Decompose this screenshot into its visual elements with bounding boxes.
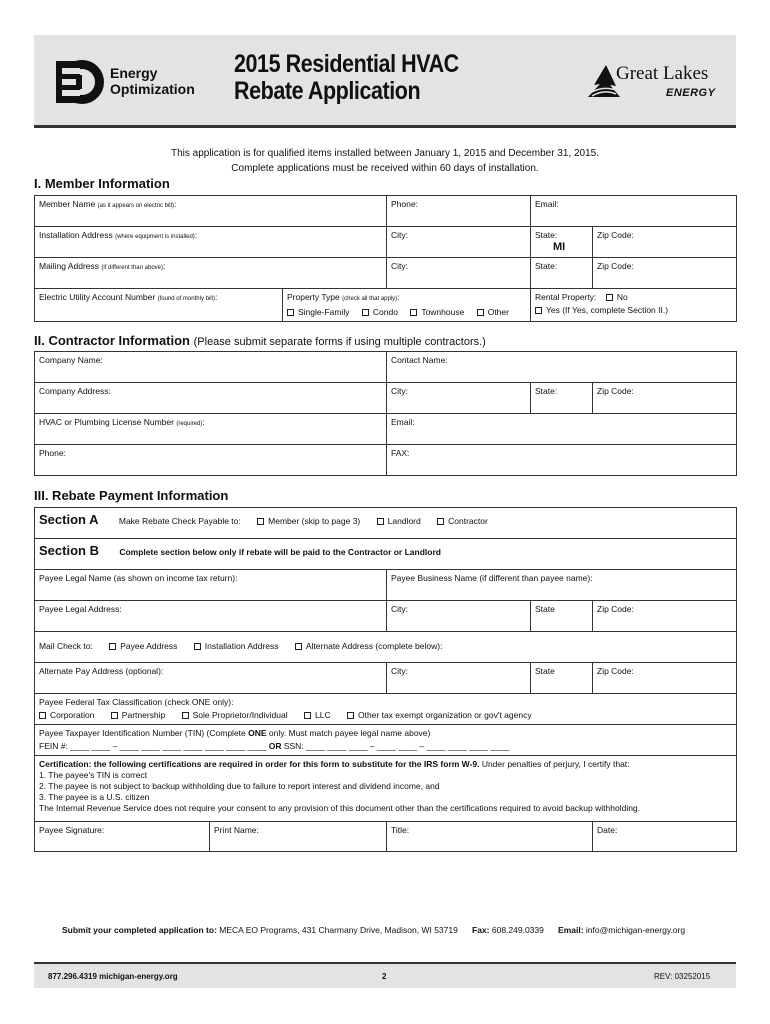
great-lakes-name: Great Lakes [616,63,709,84]
other-property-label: Other [487,307,509,317]
contractor-phone-label: Phone: [39,448,66,458]
certification-block [35,756,737,822]
payee-state-field[interactable] [531,601,593,632]
great-lakes-energy: ENERGY [666,87,716,99]
footer-page-number: 2 [382,972,387,981]
alt-state-field[interactable] [531,663,593,694]
partnership-checkbox[interactable] [111,712,118,719]
print-name-label: Print Name: [214,825,259,835]
mailing-zip-field[interactable] [593,258,737,289]
company-state-field[interactable] [531,383,593,414]
payee-business-name-label: Payee Business Name (if different than payee name): [391,573,593,583]
payee-city-field[interactable] [387,601,531,632]
payable-landlord-label: Landlord [387,516,421,526]
intro-line2: Complete applications must be received within 60 days of installation. [231,163,539,174]
mailing-city-label: City: [391,261,408,271]
company-zip-label: Zip Code: [597,386,634,396]
tin-one: ONE [248,728,267,738]
company-state-label: State: [535,386,558,396]
account-number-note: (found of monthly bill) [157,296,215,302]
member-name-field[interactable]: Member Name (as it appears on electric bill): [35,196,387,227]
energy-optimization-wordmark [110,65,195,97]
mailing-state-field[interactable] [531,258,593,289]
rental-property-field [531,289,737,322]
certification-rest: Under penalties of perjury, I certify that: [479,759,630,769]
contractor-fax-field[interactable] [387,445,737,476]
payee-state-label: State [535,604,555,614]
energy-optimization-logo-icon [54,57,104,107]
account-number-label: Electric Utility Account Number [39,292,156,302]
date-field[interactable] [593,822,737,852]
submit-fax: 608.249.0339 [489,925,544,935]
page-title [234,51,459,105]
installation-address-field[interactable]: Installation Address (where equipment is installed): [35,227,387,258]
payee-signature-label: Payee Signature: [39,825,105,835]
alt-zip-field[interactable] [593,663,737,694]
mail-payee-address-label: Payee Address [120,641,178,651]
single-family-label: Single-Family [298,307,350,317]
intro-text [34,146,736,176]
alt-state-label: State [535,666,555,676]
tax-classification-label: Payee Federal Tax Classification (check ONE only): [39,697,234,707]
mailing-address-note: (if different than above) [101,265,163,271]
company-name-label: Company Name: [39,355,103,365]
make-check-label: Make Rebate Check Payable to: [118,516,241,526]
townhouse-checkbox[interactable] [410,309,417,316]
section-a-row [35,508,737,539]
license-number-label: HVAC or Plumbing License Number [39,417,174,427]
tax-exempt-label: Other tax exempt organization or gov't agency [357,710,532,720]
section-payment-title: III. Rebate Payment Information [34,488,229,503]
tin-instructions [39,728,732,739]
or-ssn: OR [266,741,282,751]
contractor-info-table [34,351,737,476]
contact-name-label: Contact Name: [391,355,448,365]
mail-installation-address-label: Installation Address [204,641,279,651]
title-line1: 2015 Residential HVAC [234,50,459,78]
member-phone-label: Phone: [391,199,418,209]
footer-phone-web: 877.296.4319 michigan-energy.org [48,972,178,981]
member-email-label: Email: [535,199,559,209]
single-family-checkbox[interactable] [287,309,294,316]
rental-label: Rental Property: [535,292,597,302]
mail-alternate-address-checkbox[interactable] [295,643,302,650]
page-footer [34,962,736,988]
certification-1: 1. The payee's TIN is correct [39,770,148,780]
submit-address: MECA EO Programs, 431 Charmany Drive, Madison, WI 53719 [216,925,458,935]
tin-post: only. Must match payee legal name above) [266,728,431,738]
installation-zip-label: Zip Code: [597,230,634,240]
member-name-note: (as it appears on electric bill) [97,203,174,209]
rental-no-checkbox[interactable] [606,294,613,301]
contractor-email-label: Email: [391,417,415,427]
installation-city-field[interactable] [387,227,531,258]
contractor-title-note: (Please submit separate forms if using multiple contractors.) [193,336,486,348]
alt-pay-address-label: Alternate Pay Address (optional): [39,666,164,676]
submit-label: Submit your completed application to: [62,925,217,935]
payee-city-label: City: [391,604,408,614]
alt-city-label: City: [391,666,408,676]
payee-legal-name-label: Payee Legal Name (as shown on income tax return): [39,573,238,583]
corporation-label: Corporation [50,710,95,720]
partnership-label: Partnership [121,710,166,720]
condo-label: Condo [372,307,398,317]
company-address-label: Company Address: [39,386,111,396]
mail-payee-address-checkbox[interactable] [109,643,116,650]
llc-checkbox[interactable] [304,712,311,719]
installation-zip-field[interactable] [593,227,737,258]
mailing-zip-label: Zip Code: [597,261,634,271]
tin-pre: Payee Taxpayer Identification Number (TIN) (Complete [39,728,249,738]
mailing-address-label: Mailing Address [39,261,100,271]
payee-legal-address-label: Payee Legal Address: [39,604,122,614]
member-info-table [34,195,737,322]
company-name-field[interactable] [35,352,387,383]
condo-checkbox[interactable] [362,309,369,316]
alt-pay-address-field[interactable] [35,663,387,694]
contractor-title-text: II. Contractor Information [34,333,190,348]
member-phone-field[interactable] [387,196,531,227]
installation-state-label: State: [535,230,558,240]
installation-state-value: MI [553,241,566,253]
payee-legal-address-field[interactable] [35,601,387,632]
tin-entry [39,741,732,752]
company-zip-field[interactable] [593,383,737,414]
account-number-field[interactable]: Electric Utility Account Number (found of monthly bill): [35,289,283,322]
ssn-blanks: SSN: ____ ____ ____ – ____ ____ – ____ ____ ____ ____ [281,741,510,751]
company-address-field[interactable] [35,383,387,414]
tax-classification-row [35,694,737,725]
section-contractor-title [34,333,486,348]
contractor-phone-field[interactable] [35,445,387,476]
contact-name-field[interactable] [387,352,737,383]
installation-address-label: Installation Address [39,230,113,240]
eo-line2: Optimization [110,81,195,97]
property-type-label: Property Type [287,292,340,302]
mailing-city-field[interactable] [387,258,531,289]
payment-info-table [34,507,737,852]
license-number-field[interactable]: HVAC or Plumbing License Number (required): [35,414,387,445]
title-field-label: Title: [391,825,410,835]
license-number-note: (required) [176,421,203,427]
property-type-field: Property Type (check all that apply): Single-Family Condo Townhouse Other [283,289,531,322]
submit-instructions [62,925,685,935]
fein-blanks: FEIN #: ____ ____ – ____ ____ ____ ____ ____ ____ ____ [39,741,267,751]
submit-fax-label: Fax: [472,925,490,935]
property-type-note: (check all that apply) [342,296,398,302]
payee-legal-name-field[interactable] [35,570,387,601]
tin-row[interactable] [35,725,737,756]
payable-contractor-checkbox[interactable] [437,518,444,525]
payee-zip-field[interactable] [593,601,737,632]
header-band [34,35,736,128]
print-name-field[interactable] [210,822,387,852]
submit-email-label: Email: [558,925,584,935]
sole-proprietor-checkbox[interactable] [182,712,189,719]
company-city-label: City: [391,386,408,396]
payee-business-name-field[interactable] [387,570,737,601]
rental-yes-checkbox[interactable] [535,307,542,314]
alt-zip-label: Zip Code: [597,666,634,676]
installation-state-field[interactable] [531,227,593,258]
payee-zip-label: Zip Code: [597,604,634,614]
payable-contractor-label: Contractor [448,516,488,526]
mail-alternate-address-label: Alternate Address (complete below): [305,641,443,651]
rental-no-label: No [616,292,628,302]
date-label: Date: [597,825,618,835]
payable-member-label: Member (skip to page 3) [268,516,361,526]
title-field[interactable] [387,822,593,852]
member-name-label: Member Name [39,199,96,209]
title-line2: Rebate Application [234,77,421,105]
corporation-checkbox[interactable] [39,712,46,719]
company-city-field[interactable] [387,383,531,414]
section-b-label: Section B [39,543,99,558]
llc-label: LLC [315,710,331,720]
member-email-field[interactable] [531,196,737,227]
other-property-checkbox[interactable] [477,309,484,316]
tax-exempt-checkbox[interactable] [347,712,354,719]
townhouse-label: Townhouse [421,307,465,317]
installation-city-label: City: [391,230,408,240]
certification-3: 3. The payee is a U.S. citizen [39,792,150,802]
contractor-email-field[interactable] [387,414,737,445]
eo-line1: Energy [110,65,158,81]
intro-line1: This application is for qualified items installed between January 1, 2015 and December 31, 2015. [170,148,600,159]
mail-installation-address-checkbox[interactable] [194,643,201,650]
alt-city-field[interactable] [387,663,531,694]
payable-member-checkbox[interactable] [257,518,264,525]
payable-landlord-checkbox[interactable] [377,518,384,525]
sole-proprietor-label: Sole Proprietor/Individual [192,710,288,720]
mail-check-to-row [35,632,737,663]
contractor-fax-label: FAX: [391,448,410,458]
certification-4: The Internal Revenue Service does not require your consent to any provision of this document other than the certifications required to avoid backup withholding. [39,803,641,813]
submit-email: info@michigan-energy.org [583,925,686,935]
mail-check-to-label: Mail Check to: [39,641,93,651]
footer-revision: REV: 03252015 [654,972,711,981]
certification-2: 2. The payee is not subject to backup withholding due to failure to report interest and dividend income, and [39,781,440,791]
section-a-label: Section A [39,512,99,527]
section-member-title: I. Member Information [34,176,170,191]
mailing-state-label: State: [535,261,558,271]
payee-signature-field[interactable] [35,822,210,852]
section-b-row [35,539,737,570]
rental-yes-label: Yes (If Yes, complete Section II.) [546,305,669,315]
certification-bold: Certification: the following certifications are required in order for this form to substitute for the IRS form W-9. [39,759,480,769]
installation-address-note: (where equipment is installed) [115,234,195,240]
section-b-note: Complete section below only if rebate will be paid to the Contractor or Landlord [119,547,441,557]
mailing-address-field[interactable]: Mailing Address (if different than above): [35,258,387,289]
